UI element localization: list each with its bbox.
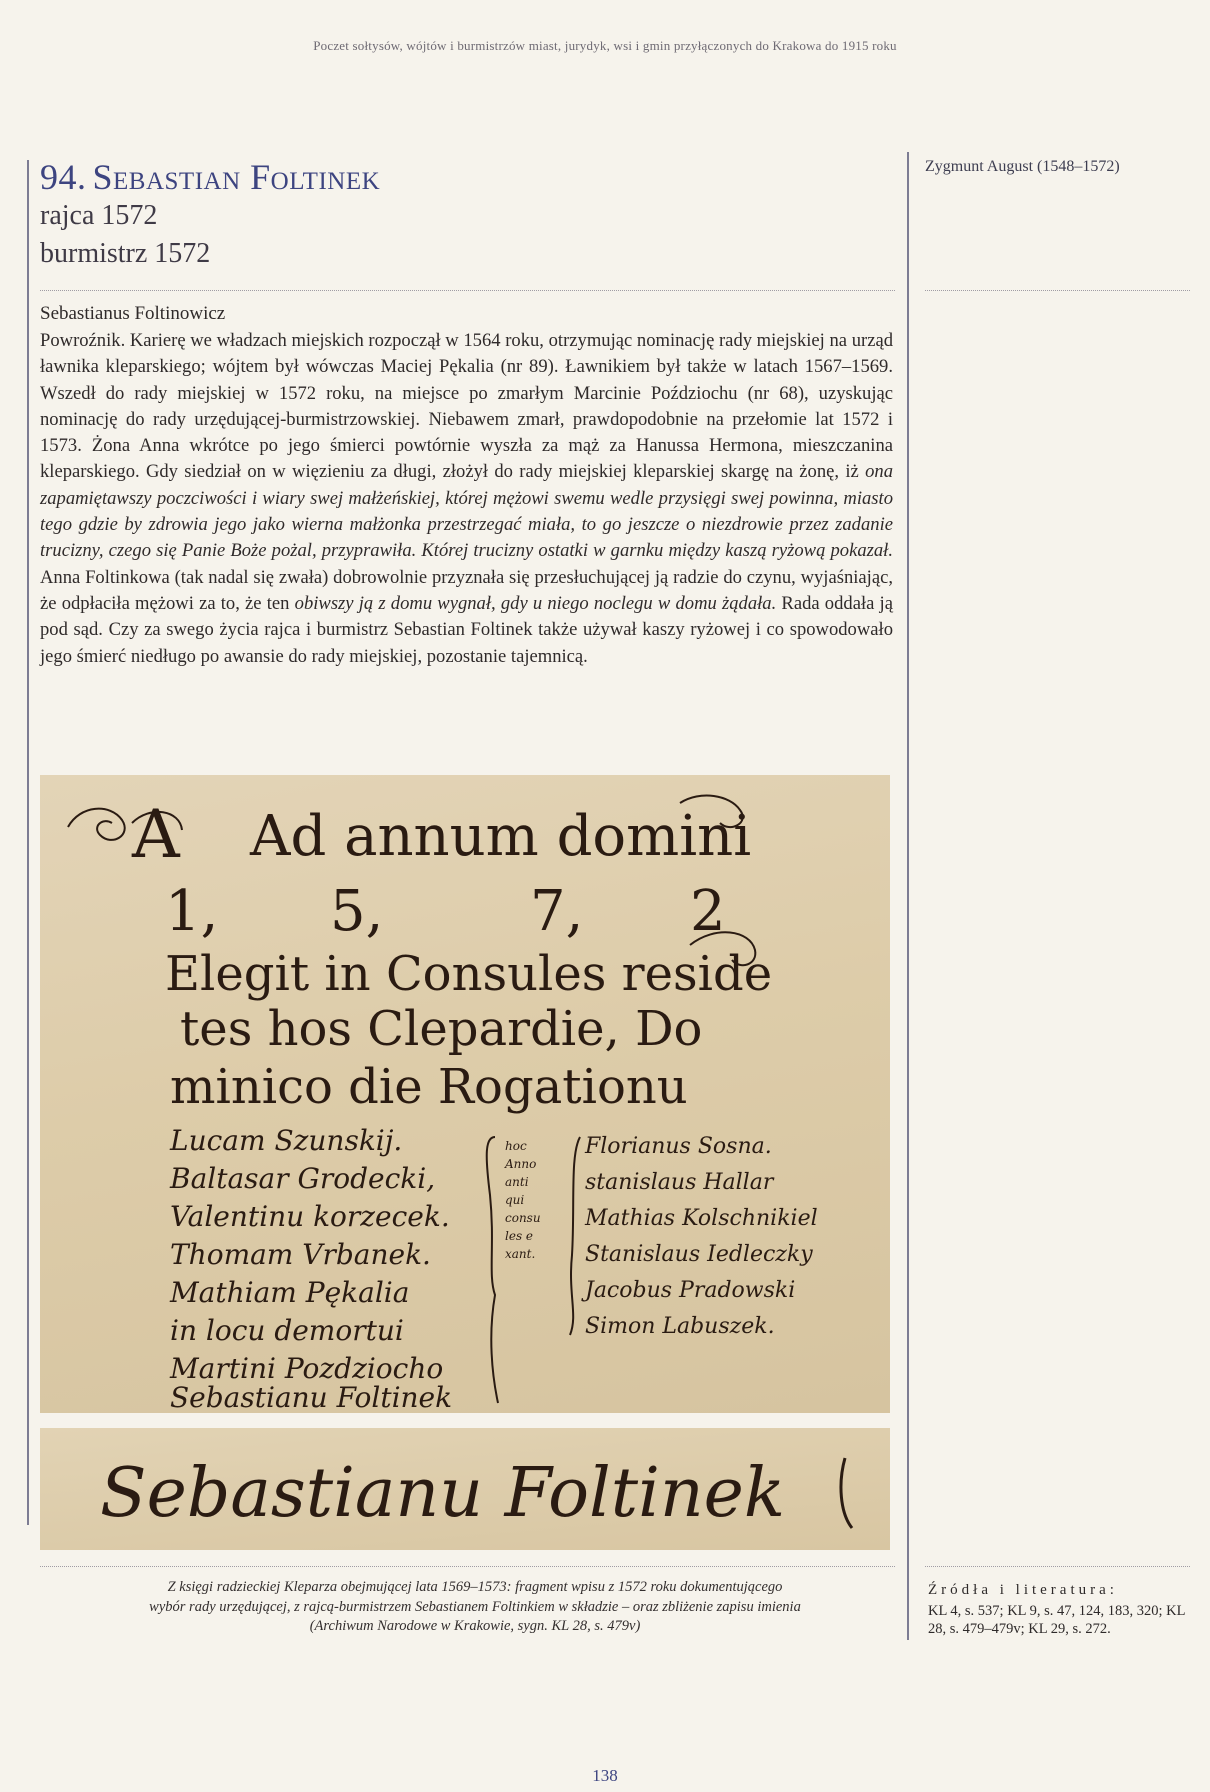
ms-year-digit-2: 5, xyxy=(330,879,384,944)
ms-left-name: Sebastianu Foltinek xyxy=(170,1381,453,1413)
manuscript-name-zoom xyxy=(40,1428,890,1550)
ms-zoom-bracket-icon xyxy=(841,1458,852,1528)
body-part-1: Powroźnik. Karierę we władzach miejskich rozpoczął w 1564 roku, otrzymując nominację rady miejskiej na urząd ławnika kleparskiego; wójtem był wówczas Maciej Pękalia (nr 89). Ławnikiem był także w latach 1567–1569. Wszedł do rady miejskiej w 1572 roku, na miejsce po zmarłym Marcinie Poździochu (nr 68), uzyskując nominację do rady urzędującej-burmistrzowskiej. Niebawem zmarł, prawdopodobnie na przełomie lat 1572 i 1573. Żona Anna wkrótce po jego śmierci powtórnie wyszła za mąż za Hanussa Hermona, mieszczanina kleparskiego. Gdy siedział on w więzieniu za długi, złożył do rady miejskiej kleparskiej skargę na żonę, iż xyxy=(40,330,893,483)
sidebar-separator-bottom xyxy=(925,1566,1190,1567)
ms-year-digit-1: 1, xyxy=(165,879,219,944)
ms-right-name: Florianus Sosna. xyxy=(585,1134,772,1159)
sources-heading: Źródła i literatura: xyxy=(928,1582,1118,1598)
entry-name: Sebastian Foltinek xyxy=(92,157,381,197)
ms-right-name: stanislaus Hallar xyxy=(585,1170,774,1195)
sidebar-divider-rule xyxy=(907,152,909,1640)
ms-line-4: tes hos Clepardie, Do xyxy=(180,1001,703,1057)
entry-title xyxy=(40,156,380,198)
ms-left-name: Mathiam Pękalia xyxy=(170,1276,410,1309)
manuscript-photo xyxy=(40,775,890,1413)
page-number: 138 xyxy=(592,1766,618,1785)
svg-text:les e: les e xyxy=(505,1229,534,1243)
ms-right-name: Simon Labuszek. xyxy=(585,1314,775,1339)
ms-initial-a: A xyxy=(132,796,180,873)
body-quote-1: ona zapamiętawszy poczciwości i wiary swej małżeńskiej, której mężowi swemu wedle przysięgi swej powinna, miasto tego gdzie by zdrowia jego jako wierna małżonka przestrzegać miała, to go jeszcze o niezdrowie przez zadanie trucizny, czego się Panie Boże pożal, przyprawiła. Której trucizny ostatki w garnku między kaszą ryżową pokazał. xyxy=(40,461,893,562)
figure-caption xyxy=(60,1578,890,1637)
svg-text:hoc: hoc xyxy=(505,1139,527,1153)
caption-line: wybór rady urzędującej, z rajcą-burmistrzem Sebastianem Foltinkiem w składzie – oraz zbliżenie zapisu imienia xyxy=(149,1598,801,1615)
ms-zoom-name: Sebastianu Foltinek xyxy=(100,1454,786,1533)
ms-line-5: minico die Rogationu xyxy=(170,1059,688,1115)
ms-left-name: Valentinu korzecek. xyxy=(170,1200,450,1233)
running-head: Poczet sołtysów, wójtów i burmistrzów miast, jurydyk, wsi i gmin przyłączonych do Krakowa do 1915 roku xyxy=(313,38,897,53)
ms-left-name: Lucam Szunskij. xyxy=(170,1124,403,1157)
biography-text xyxy=(40,328,893,670)
ms-year-digit-3: 7, xyxy=(530,879,584,944)
ms-left-name: Thomam Vrbanek. xyxy=(170,1238,431,1271)
ms-line-3: Elegit in Consules reside xyxy=(165,946,773,1002)
caption-separator xyxy=(40,1566,895,1567)
body-part-2: Anna Foltinkowa (tak nadal się zwała) dobrowolnie przyznała się przesłuchującej ją radzie do czynu, wyjaśniając, że odpłaciła mężowi za to, że ten xyxy=(40,566,893,614)
ms-line-1: Ad annum domini xyxy=(250,804,752,869)
ms-right-names xyxy=(581,1134,818,1339)
ms-left-name: in locu demortui xyxy=(170,1314,404,1347)
ms-right-name: Mathias Kolschnikiel xyxy=(585,1206,818,1231)
sources-text: KL 4, s. 537; KL 9, s. 47, 124, 183, 320; KL 28, s. 479–479v; KL 29, s. 272. xyxy=(928,1603,1185,1637)
svg-text:xant.: xant. xyxy=(505,1247,536,1261)
svg-text:qui: qui xyxy=(505,1193,525,1207)
ms-bracket-icon xyxy=(487,1137,580,1403)
ms-left-name: Martini Pozdziocho xyxy=(170,1352,444,1385)
svg-text:consu: consu xyxy=(505,1211,541,1225)
entry-number: 94. xyxy=(40,157,87,197)
ms-right-name: Stanislaus Iedleczky xyxy=(585,1242,813,1267)
ms-margin-note xyxy=(504,1139,541,1261)
caption-line: (Archiwum Narodowe w Krakowie, sygn. KL 28, s. 479v) xyxy=(309,1618,641,1634)
latin-name: Sebastianus Foltinowicz xyxy=(40,303,226,324)
caption-line: Z księgi radzieckiej Kleparza obejmującej lata 1569–1573: fragment wpisu z 1572 roku dokumentującego xyxy=(167,1579,783,1595)
svg-text:anti: anti xyxy=(505,1175,529,1189)
body-quote-2: obiwszy ją z domu wygnał, gdy u niego noclegu w domu żądała. xyxy=(294,592,777,614)
title-separator xyxy=(40,290,895,291)
left-margin-rule xyxy=(27,160,29,1525)
body-part-3: Rada oddała ją pod sąd. Czy za swego życia rajca i burmistrz Sebastian Foltinek także używał kaszy ryżowej i co spowodowało jego śmierć niedługo po awansie do rady miejskiej, pozostanie tajemnicą. xyxy=(40,592,893,667)
sidebar-ruler: Zygmunt August (1548–1572) xyxy=(925,158,1120,175)
ms-year-digit-4: 2 xyxy=(690,879,726,944)
svg-text:Anno: Anno xyxy=(505,1157,537,1171)
sidebar-separator-top xyxy=(925,290,1190,291)
ms-left-name: Baltasar Grodecki, xyxy=(170,1162,436,1195)
ms-right-name: Jacobus Pradowski xyxy=(585,1278,796,1303)
entry-role-councillor: rajca 1572 xyxy=(40,200,158,231)
entry-role-mayor: burmistrz 1572 xyxy=(40,238,211,269)
ms-left-names xyxy=(169,1124,452,1413)
